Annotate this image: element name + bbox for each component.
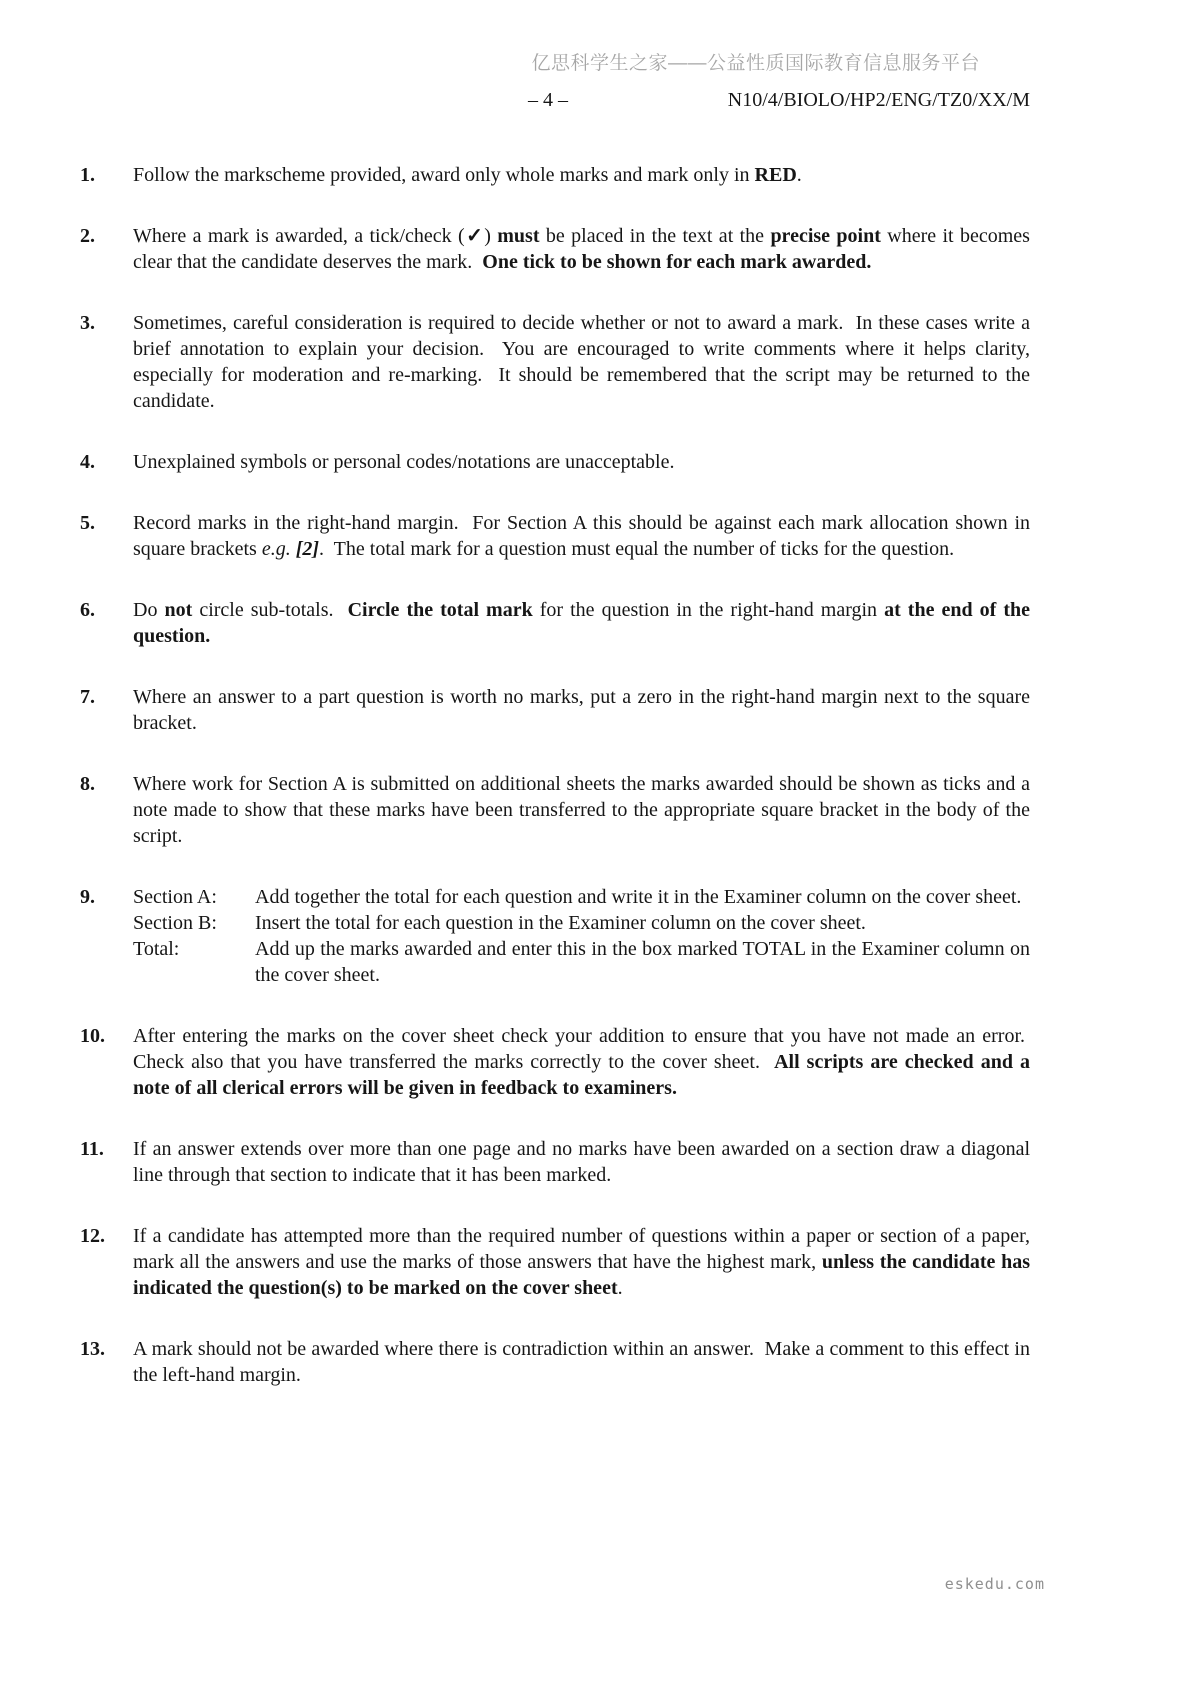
instructions-list — [80, 162, 1030, 1423]
instruction-item-9 — [80, 884, 1030, 988]
item-number: 10. — [80, 1025, 105, 1047]
item-text: Record marks in the right-hand margin. For Section A this should be against each mark allocation shown in square brackets e.g. [2]. The total mark for a question must equal the number of ticks for the question. — [133, 512, 1030, 560]
item-text: Sometimes, careful consideration is required to decide whether or not to award a mark. In these cases write a brief annotation to explain your decision. You are encouraged to write comments where it helps clarity, especially for moderation and re-marking. It should be remembered that the script may be returned to the candidate. — [133, 312, 1030, 412]
instruction-item-4 — [80, 449, 1030, 475]
header-watermark-chinese: 亿思科学生之家——公益性质国际教育信息服务平台 — [531, 53, 980, 74]
item-text: Where an answer to a part question is worth no marks, put a zero in the right-hand margin next to the square bracket. — [133, 686, 1030, 734]
section-label: Section B: — [133, 912, 217, 934]
item-number: 1. — [80, 164, 95, 186]
instruction-item-13 — [80, 1336, 1030, 1388]
footer-watermark: eskedu.com — [944, 1575, 1045, 1593]
item-text: Do not circle sub-totals. Circle the total mark for the question in the right-hand margin at the end of the question. — [133, 599, 1030, 647]
instruction-item-7 — [80, 684, 1030, 736]
item-number: 12. — [80, 1225, 105, 1247]
total-row — [133, 936, 1030, 988]
section-text: Add together the total for each question and write it in the Examiner column on the cover sheet. — [255, 886, 1022, 908]
item-number: 4. — [80, 451, 95, 473]
item-number: 9. — [80, 886, 95, 908]
instruction-item-5 — [80, 510, 1030, 562]
section-text: Add up the marks awarded and enter this in the box marked TOTAL in the Examiner column on the cover sheet. — [255, 938, 1030, 986]
instruction-item-10 — [80, 1023, 1030, 1101]
item-number: 3. — [80, 312, 95, 334]
paper-code: N10/4/BIOLO/HP2/ENG/TZ0/XX/M — [727, 89, 1030, 111]
instruction-item-8 — [80, 771, 1030, 849]
instruction-item-3 — [80, 310, 1030, 414]
item-text: A mark should not be awarded where there is contradiction within an answer. Make a comment to this effect in the left-hand margin. — [133, 1338, 1030, 1386]
item-text: Where a mark is awarded, a tick/check (✓) must be placed in the text at the precise point where it becomes clear that the candidate deserves the mark. One tick to be shown for each mark awarded. — [133, 225, 1030, 273]
item-number: 2. — [80, 225, 95, 247]
section-a-row — [133, 884, 1030, 910]
item-text: Unexplained symbols or personal codes/notations are unacceptable. — [133, 451, 675, 473]
item-number: 8. — [80, 773, 95, 795]
section-b-row — [133, 910, 1030, 936]
section-label: Total: — [133, 938, 180, 960]
item-number: 6. — [80, 599, 95, 621]
item-number: 5. — [80, 512, 95, 534]
instruction-item-1 — [80, 162, 1030, 188]
item-number: 13. — [80, 1338, 105, 1360]
instruction-item-2 — [80, 223, 1030, 275]
section-text: Insert the total for each question in the Examiner column on the cover sheet. — [255, 912, 866, 934]
item-number: 11. — [80, 1138, 104, 1160]
item-number: 7. — [80, 686, 95, 708]
instruction-item-11 — [80, 1136, 1030, 1188]
section-label: Section A: — [133, 886, 217, 908]
item-text: If an answer extends over more than one page and no marks have been awarded on a section draw a diagonal line through that section to indicate that it has been marked. — [133, 1138, 1030, 1186]
instruction-item-12 — [80, 1223, 1030, 1301]
item-text: Where work for Section A is submitted on additional sheets the marks awarded should be shown as ticks and a note made to show that these marks have been transferred to the appropriate square bracket in the body of the script. — [133, 773, 1030, 847]
item-text: If a candidate has attempted more than the required number of questions within a paper or section of a paper, mark all the answers and use the marks of those answers that have the highest mark, unless the candidate has indicated the question(s) to be marked on the cover sheet. — [133, 1225, 1031, 1299]
instruction-item-6 — [80, 597, 1030, 649]
item-text: Follow the markscheme provided, award only whole marks and mark only in RED. — [133, 164, 802, 186]
item-sections — [133, 884, 1030, 988]
page-number: – 4 – — [528, 89, 568, 111]
item-text: After entering the marks on the cover sheet check your addition to ensure that you have not made an error. Check also that you have transferred the marks correctly to the cover sheet. All scripts are checked and a note of all clerical errors will be given in feedback to examiners. — [133, 1025, 1030, 1099]
